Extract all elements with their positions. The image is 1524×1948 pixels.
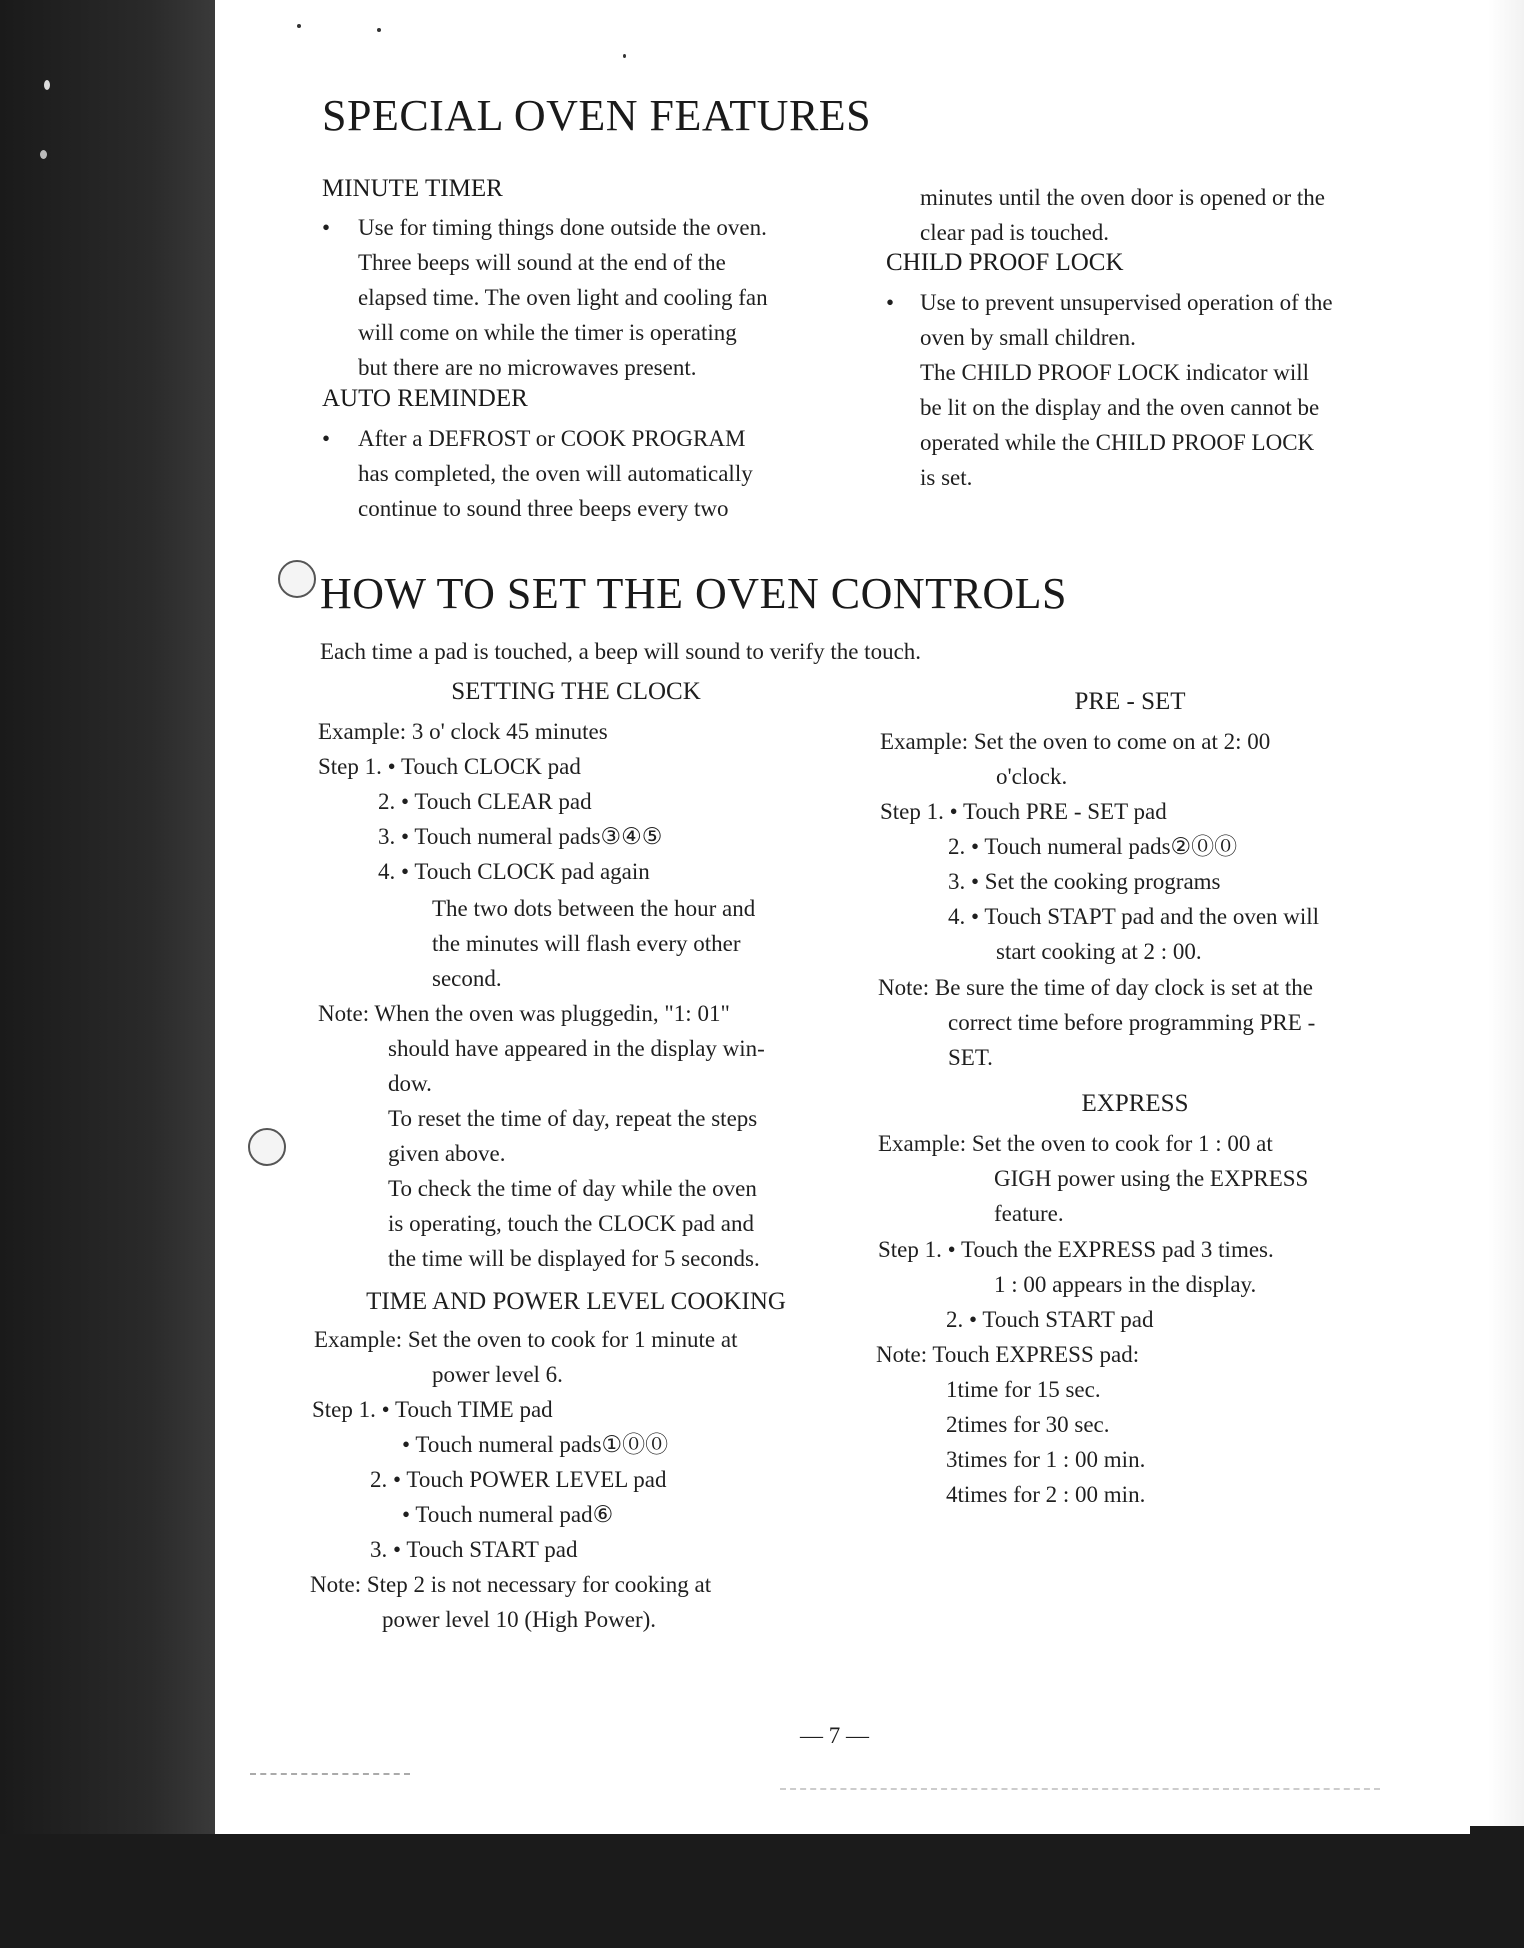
- scan-speck: [377, 28, 381, 32]
- text-line: be lit on the display and the oven cannot be: [920, 395, 1320, 420]
- text-line: The CHILD PROOF LOCK indicator will: [920, 360, 1310, 385]
- clock-step: 2. • Touch CLEAR pad: [378, 789, 592, 814]
- express-heading: EXPRESS: [1081, 1090, 1189, 1117]
- express-example: GIGH power using the EXPRESS: [994, 1166, 1309, 1191]
- preset-step: 4. • Touch STAPT pad and the oven will: [948, 904, 1320, 929]
- auto-reminder-text-continued: [920, 180, 1325, 250]
- clock-heading: SETTING THE CLOCK: [451, 678, 701, 705]
- text-line: Three beeps will sound at the end of the: [358, 250, 726, 275]
- preset-step: Step 1. • Touch PRE - SET pad: [880, 799, 1167, 824]
- text-line: continue to sound three beeps every two: [358, 496, 729, 521]
- text-line: clear pad is touched.: [920, 220, 1110, 245]
- text-line: Use to prevent unsupervised operation of the: [920, 290, 1333, 315]
- child-lock-text: [920, 285, 1333, 495]
- text-line: second.: [432, 966, 502, 991]
- express-example: feature.: [994, 1201, 1064, 1226]
- express-step: 2. • Touch START pad: [946, 1307, 1154, 1332]
- list-item: 1time for 15 sec.: [946, 1377, 1101, 1402]
- text-line: minutes until the oven door is opened or the: [920, 185, 1325, 210]
- clock-note-continued: [388, 1031, 765, 1276]
- time-power-step: 2. • Touch POWER LEVEL pad: [370, 1467, 667, 1492]
- time-power-note: Note: Step 2 is not necessary for cooking at: [310, 1572, 712, 1597]
- text-line: The two dots between the hour and: [432, 896, 756, 921]
- page-edge-right: [1488, 0, 1524, 1830]
- scan-speck: [40, 150, 47, 159]
- text-line: After a DEFROST or COOK PROGRAM: [358, 426, 746, 451]
- clock-step: 3. • Touch numeral pads③④⑤: [378, 824, 663, 849]
- scan-noise-line: [250, 1773, 410, 1775]
- text-line: given above.: [388, 1141, 506, 1166]
- scan-speck: [297, 24, 301, 28]
- preset-note: Note: Be sure the time of day clock is set at the: [878, 975, 1313, 1000]
- bullet: •: [886, 290, 895, 315]
- text-line: operated while the CHILD PROOF LOCK: [920, 430, 1315, 455]
- time-power-note: power level 10 (High Power).: [382, 1607, 657, 1632]
- text-line: To reset the time of day, repeat the steps: [388, 1106, 758, 1131]
- auto-reminder-text: [358, 421, 753, 526]
- minute-timer-heading: MINUTE TIMER: [322, 175, 503, 202]
- time-power-example: Example: Set the oven to cook for 1 minute at: [314, 1327, 738, 1352]
- time-power-step: • Touch numeral pad⑥: [402, 1502, 614, 1527]
- scan-shadow-bottom: [0, 1834, 1524, 1948]
- clock-step: Step 1. • Touch CLOCK pad: [318, 754, 581, 779]
- text-line: has completed, the oven will automatically: [358, 461, 753, 486]
- punch-hole-icon: [248, 1128, 286, 1166]
- text-line: is operating, touch the CLOCK pad and: [388, 1211, 755, 1236]
- scan-noise-line: [780, 1788, 1380, 1790]
- express-note: Note: Touch EXPRESS pad:: [876, 1342, 1140, 1367]
- time-power-heading: TIME AND POWER LEVEL COOKING: [366, 1288, 786, 1315]
- scan-shadow-corner: [1470, 1826, 1524, 1948]
- express-times-list: [946, 1372, 1145, 1512]
- scan-speck: [44, 80, 50, 90]
- clock-note: Note: When the oven was pluggedin, "1: 01": [318, 1001, 730, 1026]
- express-step: Step 1. • Touch the EXPRESS pad 3 times.: [878, 1237, 1274, 1262]
- time-power-step: Step 1. • Touch TIME pad: [312, 1397, 553, 1422]
- text-line: the minutes will flash every other: [432, 931, 741, 956]
- text-line: will come on while the timer is operating: [358, 320, 737, 345]
- preset-step: 2. • Touch numeral pads②⓪⓪: [948, 834, 1238, 859]
- text-line: To check the time of day while the oven: [388, 1176, 757, 1201]
- time-power-step: 3. • Touch START pad: [370, 1537, 578, 1562]
- punch-hole-icon: [278, 560, 316, 598]
- page-number: — 7 —: [800, 1723, 869, 1748]
- time-power-example: power level 6.: [432, 1362, 563, 1387]
- clock-example: Example: 3 o' clock 45 minutes: [318, 719, 608, 744]
- preset-heading: PRE - SET: [1074, 688, 1186, 715]
- clock-step-detail: [432, 891, 755, 996]
- page-title: SPECIAL OVEN FEATURES: [322, 91, 872, 140]
- bullet: •: [322, 426, 331, 451]
- express-step-detail: 1 : 00 appears in the display.: [994, 1272, 1257, 1297]
- clock-step: 4. • Touch CLOCK pad again: [378, 859, 650, 884]
- scan-speck: [623, 54, 626, 58]
- preset-note: SET.: [948, 1045, 993, 1070]
- preset-example: o'clock.: [996, 764, 1068, 789]
- preset-note: correct time before programming PRE -: [948, 1010, 1316, 1035]
- text-line: oven by small children.: [920, 325, 1136, 350]
- text-line: Use for timing things done outside the oven.: [358, 215, 767, 240]
- text-line: should have appeared in the display win-: [388, 1036, 765, 1061]
- auto-reminder-heading: AUTO REMINDER: [322, 385, 528, 412]
- list-item: 4times for 2 : 00 min.: [946, 1482, 1146, 1507]
- child-lock-heading: CHILD PROOF LOCK: [886, 249, 1124, 276]
- list-item: 2times for 30 sec.: [946, 1412, 1110, 1437]
- minute-timer-text: [358, 210, 768, 385]
- time-power-step: • Touch numeral pads①⓪⓪: [402, 1432, 669, 1457]
- controls-title: HOW TO SET THE OVEN CONTROLS: [320, 569, 1067, 618]
- list-item: 3times for 1 : 00 min.: [946, 1447, 1146, 1472]
- express-example: Example: Set the oven to cook for 1 : 00 at: [878, 1131, 1273, 1156]
- preset-step: start cooking at 2 : 00.: [996, 939, 1202, 964]
- preset-step: 3. • Set the cooking programs: [948, 869, 1221, 894]
- text-line: elapsed time. The oven light and cooling fan: [358, 285, 768, 310]
- text-line: but there are no microwaves present.: [358, 355, 697, 380]
- preset-example: Example: Set the oven to come on at 2: 00: [880, 729, 1271, 754]
- controls-intro: Each time a pad is touched, a beep will sound to verify the touch.: [320, 639, 922, 664]
- text-line: dow.: [388, 1071, 432, 1096]
- bullet: •: [322, 215, 331, 240]
- scan-shadow-left: [0, 0, 215, 1948]
- text-line: is set.: [920, 465, 973, 490]
- text-line: the time will be displayed for 5 seconds.: [388, 1246, 760, 1271]
